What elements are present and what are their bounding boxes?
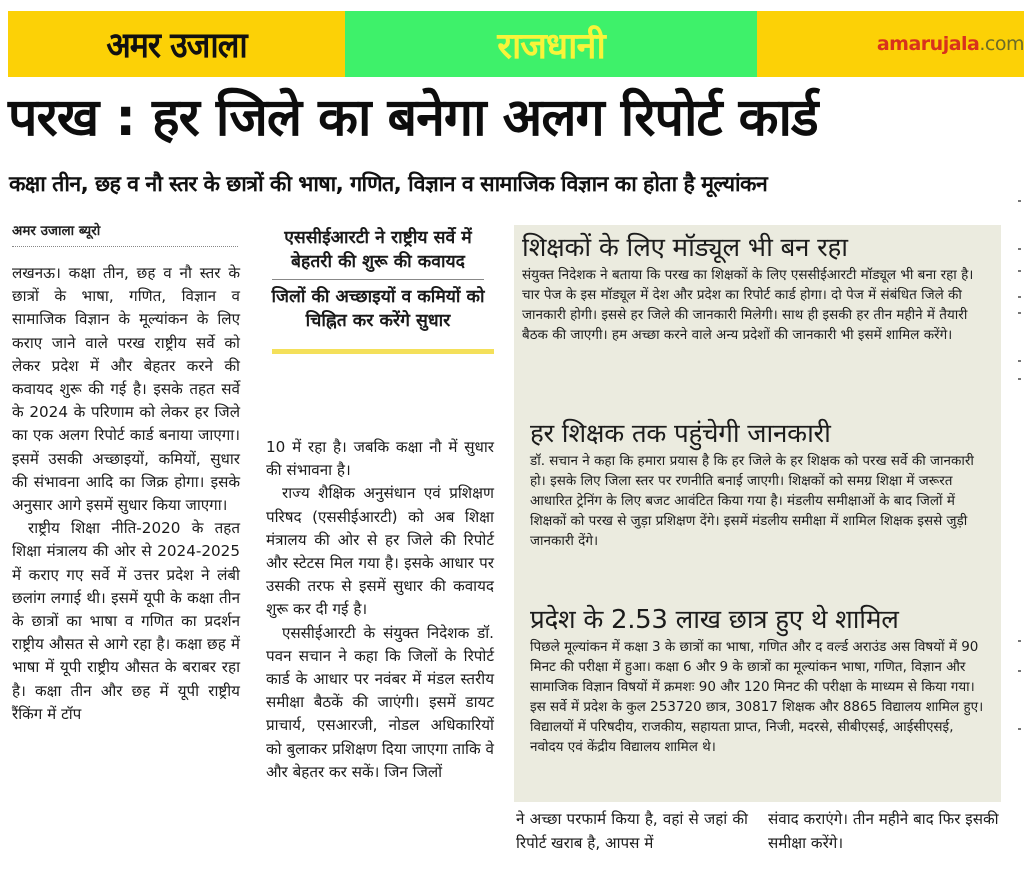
byline: अमर उजाला ब्यूरो <box>12 223 101 239</box>
article-column-1 <box>12 262 240 726</box>
site-url <box>877 33 1024 55</box>
site-url-tld: .com <box>979 33 1024 55</box>
blurb-divider <box>272 279 484 280</box>
box-heading: प्रदेश के 2.53 लाख छात्र हुए थे शामिल <box>530 605 899 635</box>
sidebar-box <box>514 225 1001 802</box>
box-section-modules <box>514 225 1001 345</box>
site-url-name: amarujala <box>876 33 980 55</box>
blurb-line-1: एससीईआरटी ने राष्ट्रीय सर्वे में बेहतरी की शुरू की कवायद <box>284 228 472 272</box>
adjacent-column-edge <box>1018 200 1024 800</box>
section-title: राजधानी <box>497 25 605 67</box>
box-body: डॉ. सचान ने कहा कि हमारा प्रयास है कि हर जिले के हर शिक्षक को परख सर्वे की जानकारी हो। इसके लिए जिला स्तर पर रणनीति बनाई जाएगी। शिक्षकों को समग्र शिक्षा में जरूरत आधारित ट्रेनिंग के लिए बजट आवंटित किया गया है। मंडलीय समीक्षाओं के बाद जिलों में शिक्षकों को परख से जुड़ा प्रशिक्षण देंगे। इसमें मंडलीय समीक्षा में शामिल शिक्षक इससे जुड़ी जानकारी देंगे। <box>530 453 974 549</box>
paragraph: राज्य शैक्षिक अनुसंधान एवं प्रशिक्षण परिषद (एससीईआरटी) को अब शिक्षा मंत्रालय की ओर से हर जिले की रिपोर्ट और स्टेटस मिल गया है। इसके आधार पर उसकी तरफ से इसमें सुधार की कवायद शुरू कर दी गई है। <box>266 484 494 619</box>
headline: परख : हर जिले का बनेगा अलग रिपोर्ट कार्ड <box>8 88 818 148</box>
continuation-right: संवाद कराएंगे। तीन महीने बाद फिर इसकी समीक्षा करेंगे। <box>768 810 999 852</box>
article-column-2 <box>266 436 494 784</box>
subheadline: कक्षा तीन, छह व नौ स्तर के छात्रों की भाषा, गणित, विज्ञान व सामाजिक विज्ञान का होता है मूल्यांकन <box>9 172 768 197</box>
masthead-brand-panel <box>8 11 345 77</box>
masthead-site-panel <box>757 11 1024 77</box>
highlight-blurb <box>262 226 494 354</box>
brand-logo: अमर उजाला <box>106 23 247 66</box>
box-heading: शिक्षकों के लिए मॉड्यूल भी बन रहा <box>522 233 848 263</box>
masthead <box>8 11 1024 77</box>
box-body: पिछले मूल्यांकन में कक्षा 3 के छात्रों का भाषा, गणित और द वर्ल्ड अराउंड अस विषयों में 90 मिनट की परीक्षा में हुआ। कक्षा 6 और 9 के छात्रों का मूल्यांकन भाषा, गणित, विज्ञान और सामाजिक विज्ञान विषयों में क्रमशः 90 और 120 मिनट की परीक्षा के माध्यम से किया गया। इस सर्वे में प्रदेश के कुल 253720 छात्र, 30817 शिक्षक और 8865 विद्यालय शामिल हुए। विद्यालयों में परिषदीय, राजकीय, सहायता प्राप्त, निजी, मदरसे, सीबीएसई, आईसीएसई, नवोदय एवं केंद्रीय विद्यालय शामिल थे। <box>530 639 984 755</box>
paragraph: 10 में रहा है। जबकि कक्षा नौ में सुधार की संभावना है। <box>266 438 494 480</box>
paragraph: राष्ट्रीय शिक्षा नीति-2020 के तहत शिक्षा मंत्रालय की ओर से 2024-2025 में कराए गए सर्वे में उत्तर प्रदेश ने लंबी छलांग लगाई थी। इसमें यूपी के कक्षा तीन के छात्रों का भाषा व गणित का प्रदर्शन राष्ट्रीय औसत से आगे रहा है। कक्षा छह में भाषा में यूपी राष्ट्रीय औसत के बराबर रहा है। कक्षा तीन और छह में यूपी राष्ट्रीय रैंकिंग में टॉप <box>12 519 240 723</box>
paragraph: एससीईआरटी के संयुक्त निदेशक डॉ. पवन सचान ने कहा कि जिलों के रिपोर्ट कार्ड के आधार पर नवंबर में मंडल स्तरीय समीक्षा बैठकें की जाएंगी। इसमें डायट प्राचार्य, एसआरजी, नोडल अधिकारियों को बुलाकर प्रशिक्षण दिया जाएगा ताकि वे और बेहतर कर सकें। जिन जिलों <box>266 623 494 781</box>
box-section-teachers <box>522 411 993 551</box>
paragraph: लखनऊ। कक्षा तीन, छह व नौ स्तर के छात्रों के भाषा, गणित, विज्ञान व सामाजिक विज्ञान के मूल्यांकन के लिए कराए जाने वाले परख राष्ट्रीय सर्वे को लेकर प्रदेश में और बेहतर करने की कवायद शुरू की गई है। इसके तहत सर्वे के 2024 के परिणाम को लेकर हर जिले का एक अलग रिपोर्ट कार्ड बनाया जाएगा। इसमें उसकी अच्छाइयों, कमियों, सुधार की संभावना आदि का जिक्र होगा। इसके अनुसार आगे इसमें सुधार किया जाएगा। <box>12 264 240 515</box>
box-body: संयुक्त निदेशक ने बताया कि परख का शिक्षकों के लिए एससीईआरटी मॉड्यूल भी बना रहा है। चार पेज के इस मॉड्यूल में देश और प्रदेश का रिपोर्ट कार्ड होगा। दो पेज में संबंधित जिले की जानकारी होगी। इससे हर जिले की जानकारी मिलेगी। साथ ही इसकी हर तीन महीने में तैयारी बैठक की जाएगी। हम अच्छा करने वाले अन्य प्रदेशों की जानकारी भी इसमें शामिल करेंगे। <box>522 267 974 343</box>
continuation-left: ने अच्छा परफार्म किया है, वहां से जहां की रिपोर्ट खराब है, आपस में <box>516 810 748 852</box>
box-section-students <box>522 597 993 757</box>
box-heading: हर शिक्षक तक पहुंचेगी जानकारी <box>530 419 831 449</box>
blurb-line-2: जिलों की अच्छाइयों व कमियों को चिह्नित कर करेंगे सुधार <box>271 287 485 331</box>
blurb-yellow-bar <box>272 349 494 354</box>
masthead-section-panel <box>345 11 757 77</box>
byline-divider <box>12 246 238 247</box>
